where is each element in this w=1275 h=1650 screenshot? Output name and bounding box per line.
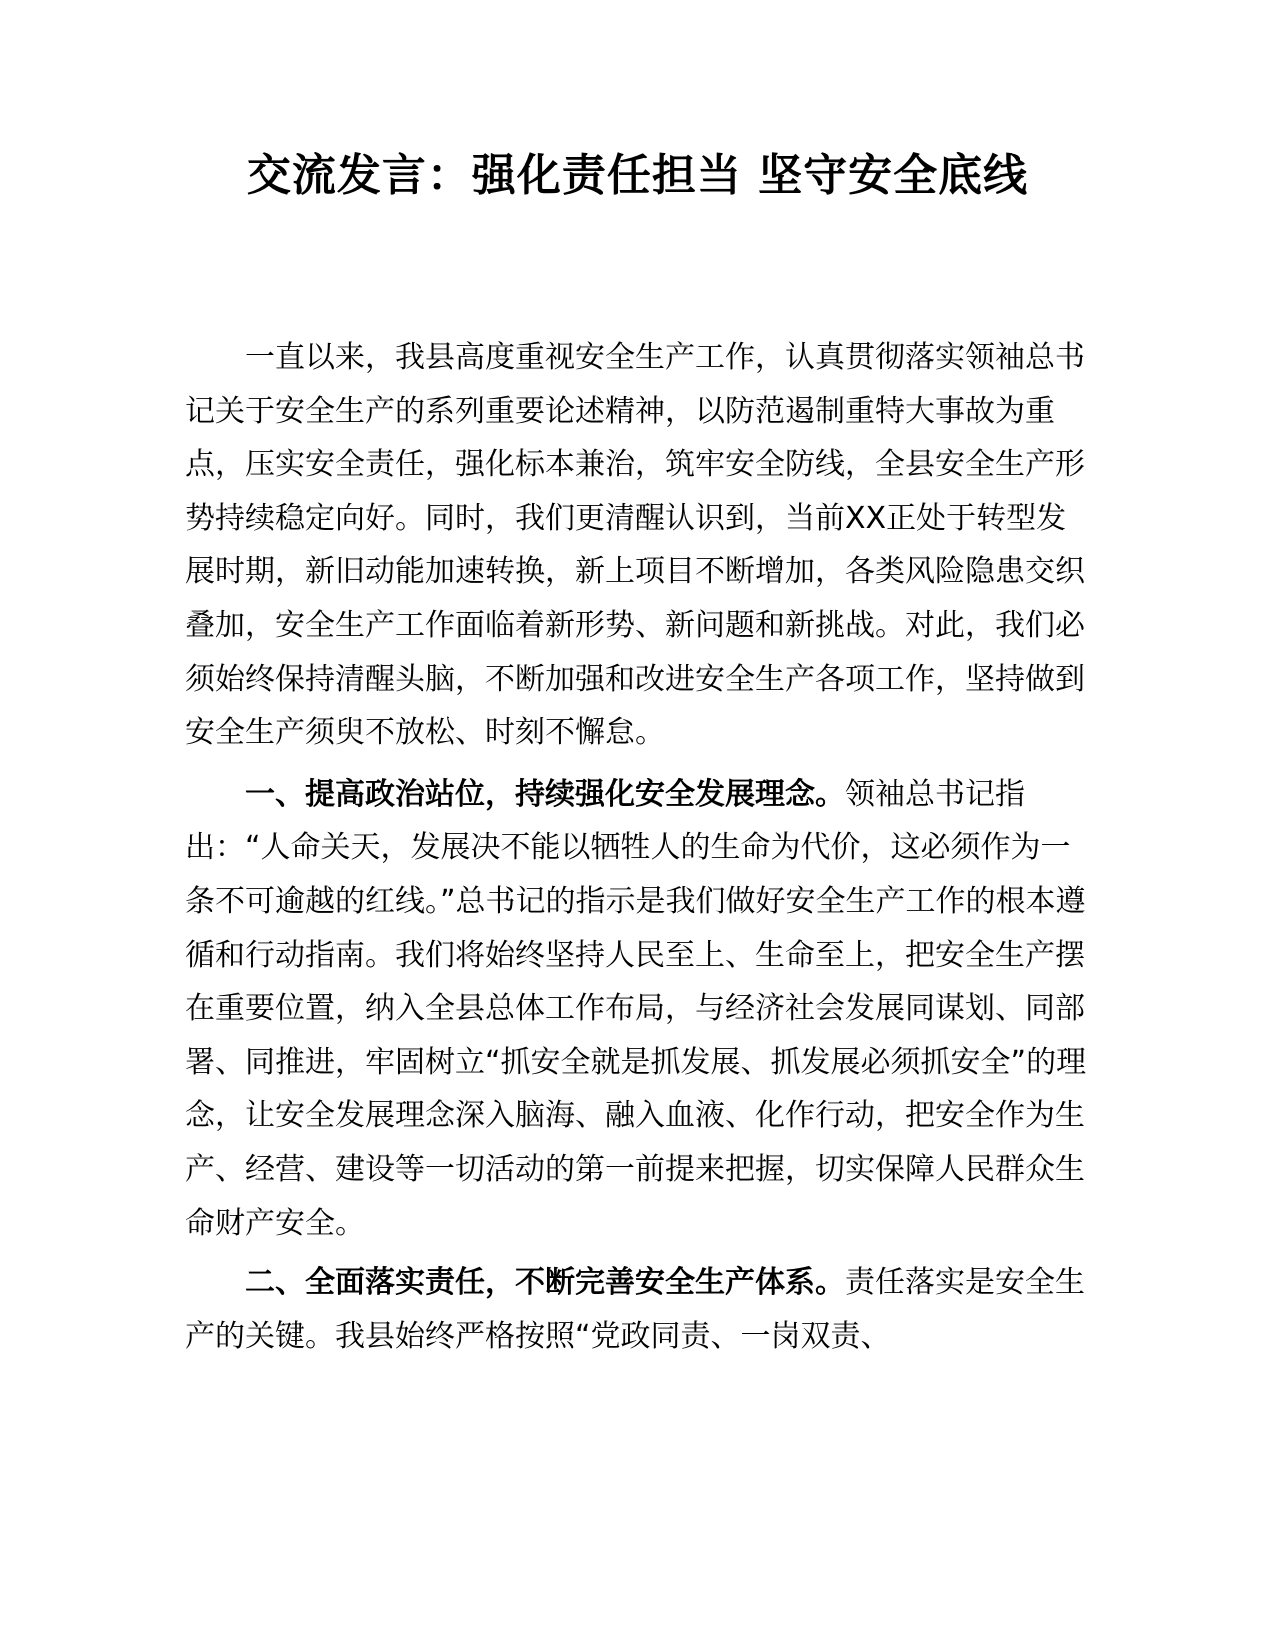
paragraph-intro xyxy=(185,331,1087,760)
paragraph-section-2 xyxy=(185,1256,1087,1363)
paragraph-section-1 xyxy=(185,768,1087,1250)
paragraph-text: 领袖总书记指出：“人命关天，发展决不能以牺牲人的生命为代价，这必须作为一条不可逾越的红线。”总书记的指示是我们做好安全生产工作的根本遵循和行动指南。我们将始终坚持人民至上、生命至上，把安全生产摆在重要位置，纳入全县总体工作布局，与经济社会发展同谋划、同部署、同推进，牢固树立“抓安全就是抓发展、抓发展必须抓安全”的理念，让安全发展理念深入脑海、融入血液、化作行动，把安全作为生产、经营、建设等一切活动的第一前提来把握，切实保障人民群众生命财产安全。 xyxy=(185,776,1087,1241)
section-heading: 二、全面落实责任，不断完善安全生产体系。 xyxy=(245,1265,845,1301)
document-title: 交流发言：强化责任担当 坚守安全底线 xyxy=(246,150,1029,201)
document-body xyxy=(185,331,1087,1363)
paragraph-text: 一直以来，我县高度重视安全生产工作，认真贯彻落实领袖总书记关于安全生产的系列重要论述精神，以防范遏制重特大事故为重点，压实安全责任，强化标本兼治，筑牢安全防线，全县安全生产形势持续稳定向好。同时，我们更清醒认识到，当前XX正处于转型发展时期，新旧动能加速转换，新上项目不断增加，各类风险隐患交织叠加，安全生产工作面临着新形势、新问题和新挑战。对此，我们必须始终保持清醒头脑，不断加强和改进安全生产各项工作，坚持做到安全生产须臾不放松、时刻不懈怠。 xyxy=(185,340,1085,751)
section-heading: 一、提高政治站位，持续强化安全发展理念。 xyxy=(245,776,845,812)
paragraph-text: 责任落实是安全生产的关键。我县始终严格按照“党政同责、一岗双责、 xyxy=(185,1265,1085,1354)
